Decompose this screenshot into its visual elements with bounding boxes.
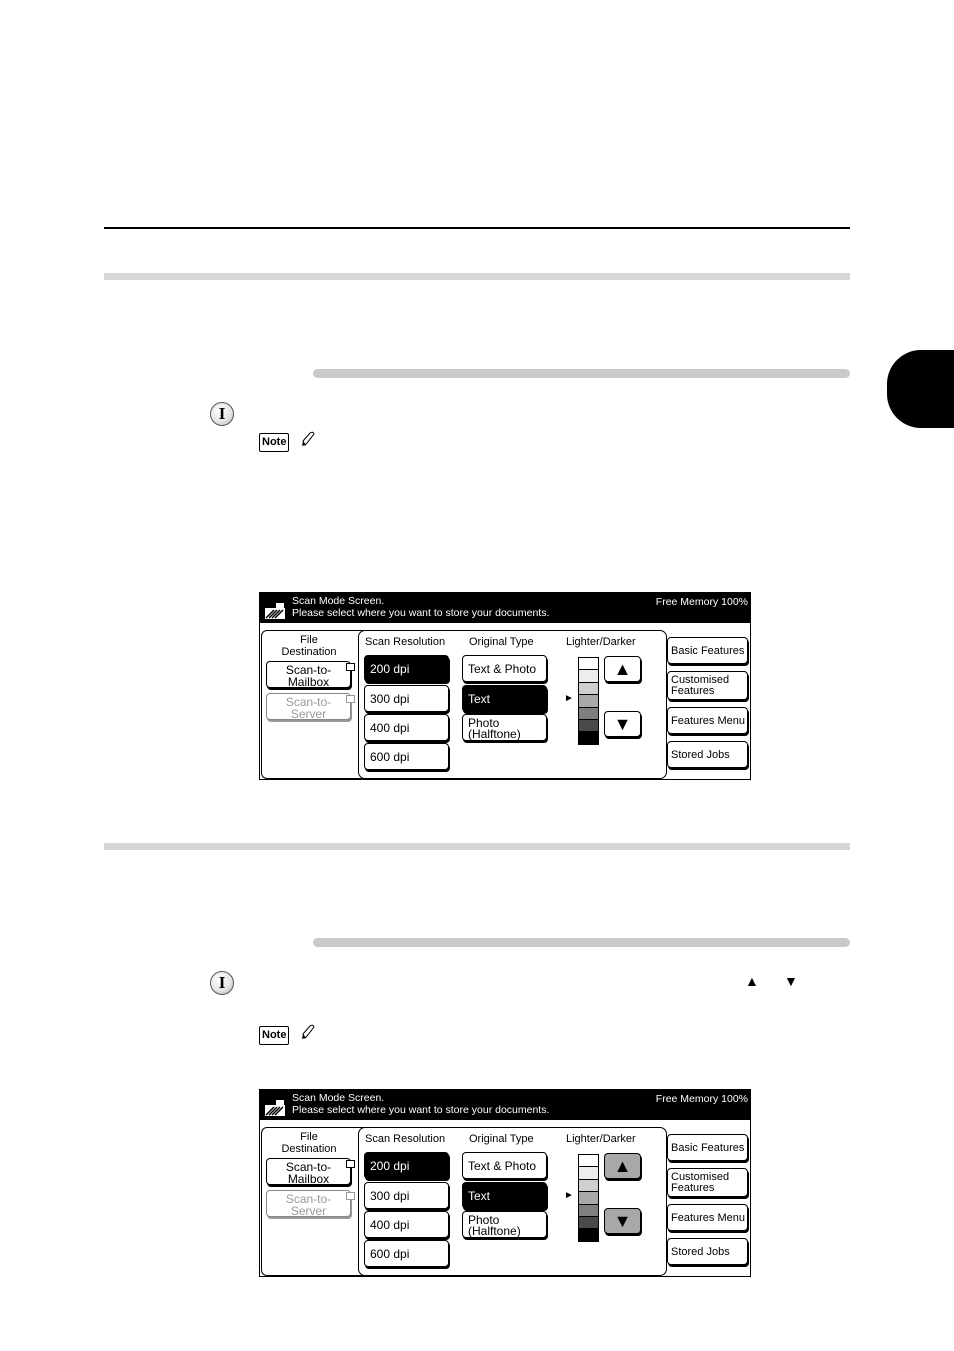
photo-halftone-button[interactable]: Photo (Halftone)	[462, 714, 547, 741]
resolution-600-button[interactable]: 600 dpi	[364, 743, 449, 770]
note-label: Note	[259, 433, 289, 452]
scan-to-server-button[interactable]: Scan-to- Server	[266, 1190, 351, 1217]
free-memory: Free Memory 100%	[655, 596, 748, 608]
file-destination-title: File Destination	[281, 634, 337, 658]
density-scale	[578, 1154, 599, 1242]
up-triangle-icon: ▲	[745, 973, 759, 989]
down-triangle-icon: ▼	[784, 973, 798, 989]
important-icon: I	[210, 402, 234, 426]
original-type-title: Original Type	[469, 636, 534, 648]
stored-jobs-button[interactable]: Stored Jobs	[667, 741, 748, 768]
resolution-400-button[interactable]: 400 dpi	[364, 1211, 449, 1238]
customised-features-button[interactable]: Customised Features	[667, 671, 748, 700]
lighter-up-button[interactable]: ▲	[604, 656, 641, 682]
text-button[interactable]: Text	[462, 685, 547, 712]
file-destination-title: File Destination	[281, 1131, 337, 1155]
scanner-icon	[264, 1099, 286, 1117]
subsection-bar-1	[313, 369, 850, 378]
header-title: Scan Mode Screen.	[292, 595, 385, 607]
screen-header	[260, 593, 751, 623]
scan-mode-screen-1	[259, 592, 751, 780]
header-title: Scan Mode Screen.	[292, 1092, 385, 1104]
stored-jobs-button[interactable]: Stored Jobs	[667, 1238, 748, 1265]
scan-resolution-title: Scan Resolution	[365, 1133, 446, 1145]
lighter-up-button[interactable]: ▲	[604, 1153, 641, 1179]
scan-to-mailbox-button[interactable]: Scan-to- Mailbox	[266, 1158, 351, 1185]
text-photo-button[interactable]: Text & Photo	[462, 655, 547, 682]
section-rule-1	[104, 273, 850, 280]
scan-resolution-title: Scan Resolution	[365, 636, 446, 648]
scan-to-server-button[interactable]: Scan-to- Server	[266, 693, 351, 720]
folder-icon	[346, 695, 355, 703]
photo-halftone-button[interactable]: Photo (Halftone)	[462, 1211, 547, 1238]
folder-icon	[346, 663, 355, 671]
text-photo-button[interactable]: Text & Photo	[462, 1152, 547, 1179]
screen-header	[260, 1090, 751, 1120]
free-memory: Free Memory 100%	[655, 1093, 748, 1105]
density-scale	[578, 657, 599, 745]
resolution-200-button[interactable]: 200 dpi	[364, 1152, 449, 1179]
resolution-200-button[interactable]: 200 dpi	[364, 655, 449, 682]
note-pen-icon	[302, 431, 316, 447]
lighter-darker-title: Lighter/Darker	[566, 636, 636, 648]
lighter-darker-title: Lighter/Darker	[566, 1133, 636, 1145]
darker-down-button[interactable]: ▼	[604, 711, 641, 737]
scan-to-mailbox-button[interactable]: Scan-to- Mailbox	[266, 661, 351, 688]
resolution-300-button[interactable]: 300 dpi	[364, 685, 449, 712]
density-pointer-icon: ►	[564, 1190, 574, 1201]
header-message: Please select where you want to store your documents.	[292, 607, 550, 619]
features-menu-button[interactable]: Features Menu	[667, 1204, 748, 1231]
customised-features-button[interactable]: Customised Features	[667, 1168, 748, 1197]
text-button[interactable]: Text	[462, 1182, 547, 1209]
folder-icon	[346, 1192, 355, 1200]
top-rule	[104, 227, 850, 229]
subsection-bar-2	[313, 938, 850, 947]
header-message: Please select where you want to store your documents.	[292, 1104, 550, 1116]
basic-features-button[interactable]: Basic Features	[667, 1134, 748, 1161]
scanner-icon	[264, 602, 286, 620]
features-menu-button[interactable]: Features Menu	[667, 707, 748, 734]
density-pointer-icon: ►	[564, 693, 574, 704]
chapter-tab	[887, 350, 954, 428]
resolution-600-button[interactable]: 600 dpi	[364, 1240, 449, 1267]
folder-icon	[346, 1160, 355, 1168]
note-pen-icon	[302, 1024, 316, 1040]
original-type-title: Original Type	[469, 1133, 534, 1145]
basic-features-button[interactable]: Basic Features	[667, 637, 748, 664]
important-icon: I	[210, 971, 234, 995]
section-rule-2	[104, 843, 850, 850]
resolution-400-button[interactable]: 400 dpi	[364, 714, 449, 741]
darker-down-button[interactable]: ▼	[604, 1208, 641, 1234]
note-label: Note	[259, 1026, 289, 1045]
scan-mode-screen-2	[259, 1089, 751, 1277]
resolution-300-button[interactable]: 300 dpi	[364, 1182, 449, 1209]
